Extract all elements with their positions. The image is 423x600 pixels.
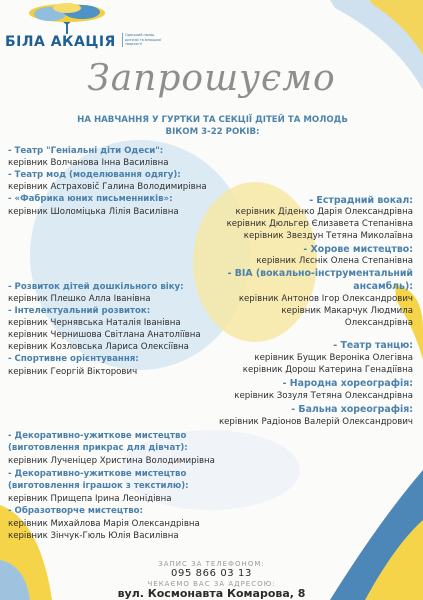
section-pop-vocal: - Естрадний вокал: xyxy=(309,195,413,206)
leader-line: керівник Шоломіцька Лілія Василівна xyxy=(8,207,179,217)
leader-line: керівник Звездун Тетяна Миколаївна xyxy=(243,231,413,241)
section-via: - ВІА (вокально-інструментальний xyxy=(227,268,413,279)
leader-line: керівник Зозуля Тетяна Олександрівна xyxy=(234,391,413,401)
section-choir: - Хорове мистецтво: xyxy=(303,244,413,255)
section-young-writers: - «Фабрика юних письменників»: xyxy=(8,194,173,204)
leader-line: керівник Радіонов Валерій Олександрович xyxy=(218,417,413,427)
leader-line: керівник Лєснік Олена Степанівна xyxy=(256,256,413,266)
intro-line-1: НА НАВЧАННЯ У ГУРТКИ ТА СЕКЦІЇ ДІТЕЙ ТА МОЛОДЬ xyxy=(77,115,348,125)
section-folk-dance: - Народна хореографія: xyxy=(282,378,413,389)
leader-line: керівник Чернявська Наталія Іванівна xyxy=(8,318,181,328)
leader-line: керівник Лученіцер Христина Володимирівна xyxy=(8,456,215,466)
page-title: Запрошуємо xyxy=(87,58,336,99)
logo-subtitle: Одеський палац дитячої та юнацької творчості xyxy=(122,33,165,47)
leader-line: керівник Плешко Алла Іванівна xyxy=(8,294,151,304)
section-decor-jewelry: - Декоративно-ужиткове мистецтво xyxy=(8,431,187,441)
leader-line: керівник Бущик Вероніка Олегівна xyxy=(254,353,413,363)
section-dance-theatre: - Театр танцю: xyxy=(333,340,413,351)
leader-line: керівник Дорош Катерина Генадіївна xyxy=(242,365,413,375)
leader-line: керівник Прищепа Ірина Леонідівна xyxy=(8,494,172,504)
phone-label: ЗАПИС ЗА ТЕЛЕФОНОМ: xyxy=(158,560,265,568)
section-ballroom: - Бальна хореографія: xyxy=(291,404,413,415)
leader-line: керівник Георгій Вікторович xyxy=(8,367,138,377)
section-orienteering: - Спортивне орієнтування: xyxy=(8,354,139,364)
address: вул. Космонавта Комарова, 8 xyxy=(117,587,306,600)
section-fashion-theatre: - Театр мод (моделювання одягу): xyxy=(8,170,181,180)
logo xyxy=(2,4,162,50)
section-via-cont: ансамбль): xyxy=(353,281,413,292)
leader-line: керівник Зінчук-Гюль Юлія Василівна xyxy=(8,531,179,541)
section-fine-art: - Образотворче мистецтво: xyxy=(8,506,143,516)
section-theatre-odesa: - Театр "Геніальні діти Одеси": xyxy=(8,146,164,156)
leader-line: керівник Макарчук Людмила xyxy=(281,306,413,316)
leader-line: Олександрівна xyxy=(344,318,413,328)
leader-line: керівник Чернишова Світлана Анатоліївна xyxy=(8,330,201,340)
section-intellectual: - Інтелектуальний розвиток: xyxy=(8,306,151,316)
section-decor-jewelry-cont: (виготовлення прикрас для дівчат): xyxy=(8,443,188,453)
leader-line: керівник Астраховič Галина Володимирівна xyxy=(8,182,207,192)
leader-line: керівник Антонов Ігор Олександрович xyxy=(238,294,413,304)
leader-line: керівник Дюльгер Єлизавета Степанівна xyxy=(226,219,413,229)
leader-line: керівник Козловська Лариса Олексіївна xyxy=(8,342,189,352)
section-decor-toys-cont: (виготовлення іграшок з текстилю): xyxy=(8,481,189,491)
logo-wordmark: БІЛА АКАЦІЯ xyxy=(5,34,116,50)
intro-line-2: ВІКОМ 3-22 РОКІВ: xyxy=(165,127,260,137)
leader-line: керівник Волчанова Інна Василівна xyxy=(8,158,169,168)
leader-line: керівник Діденко Дарія Олександрівна xyxy=(235,207,413,217)
leader-line: керівник Михайлова Марія Олександрівна xyxy=(8,519,200,529)
tree-logo-icon xyxy=(20,2,115,36)
address-label: ЧЕКАЄМО ВАС ЗА АДРЕСОЮ: xyxy=(147,580,276,588)
phone-number[interactable]: 095 866 03 13 xyxy=(171,568,252,579)
section-preschool: - Розвиток дітей дошкільного віку: xyxy=(8,282,184,292)
intro-text xyxy=(40,114,385,138)
section-decor-toys: - Декоративно-ужиткове мистецтво xyxy=(8,469,187,479)
